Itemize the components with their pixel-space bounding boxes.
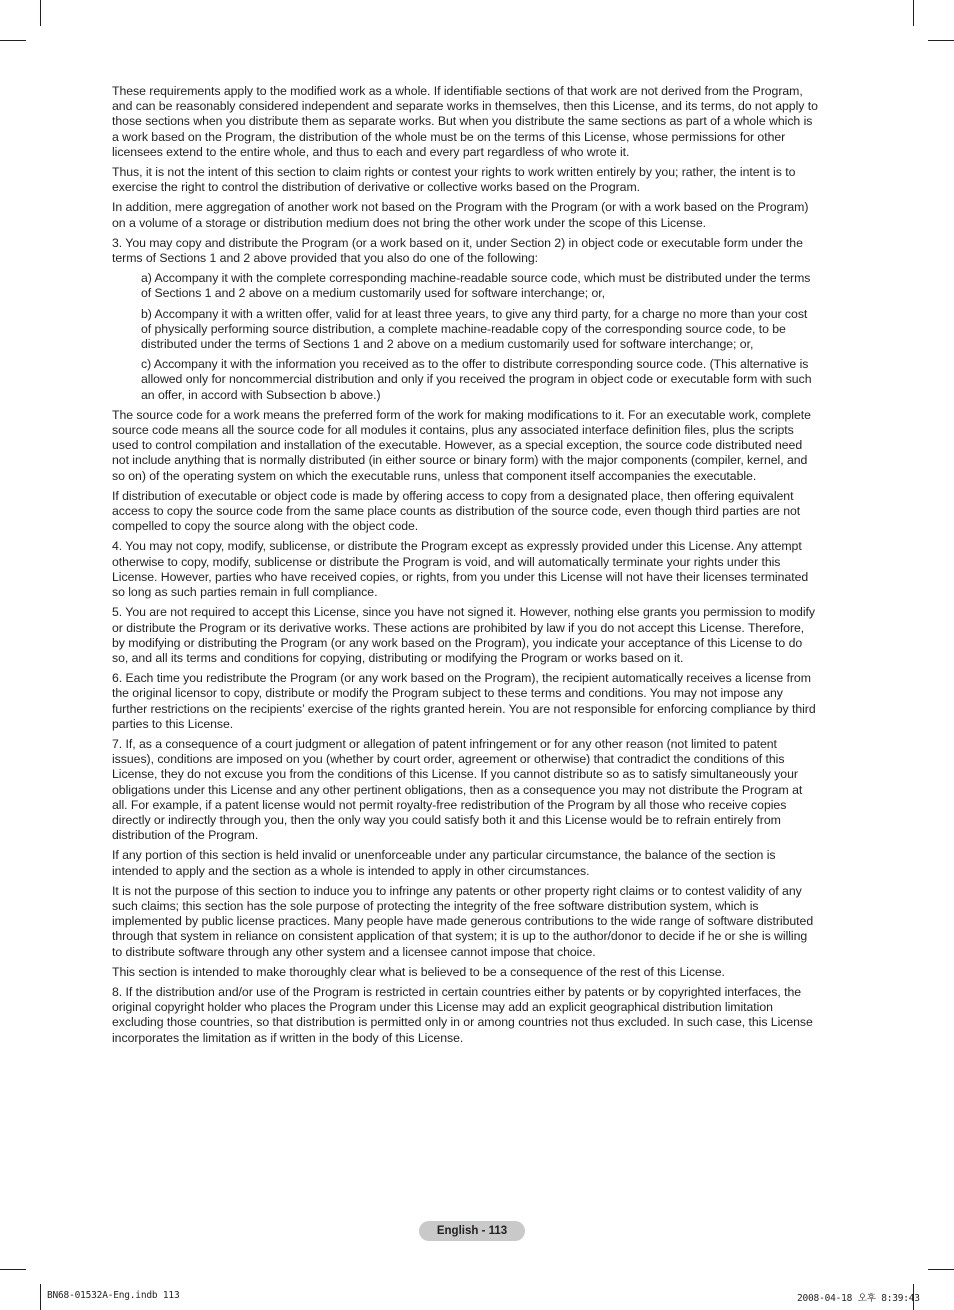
crop-mark-top-left-vertical — [40, 0, 41, 26]
license-paragraph: 5. You are not required to accept this License, since you have not signed it. However, nothing else grants you permission to modify or distribute the Program or its derivative works. These actions are prohibited by law if you do not accept this License. Therefore, by modifying or distributing the Program (or any work based on the Program), you indicate your acceptance of this License to do so, and all its terms and conditions for copying, distributing or modifying the Program or works based on it. — [112, 605, 815, 665]
crop-mark-top-right-horizontal — [928, 40, 954, 41]
crop-mark-top-left-horizontal — [0, 40, 26, 41]
license-sub-item: b) Accompany it with a written offer, valid for at least three years, to give any third party, for a charge no more than your cost of physically performing source distribution, a complete machine-readable copy of the corresponding source code, to be distributed under the terms of Sections 1 and 2 above on a medium customarily used for software interchange; or, — [141, 306, 808, 352]
license-sub-item: c) Accompany it with the information you received as to the offer to distribute corresponding source code. (This alternative is allowed only for noncommercial distribution and only if you received the program in object code or executable form with such an offer, in accord with Subsection b above.) — [141, 357, 812, 402]
license-paragraph: 8. If the distribution and/or use of the Program is restricted in certain countries either by patents or by copyrighted interfaces, the original copyright holder who places the Program under this License may add an explicit geographical distribution limitation excluding those countries, so that distribution is permitted only in or among countries not thus excluded. In such case, this License incorporates the limitation as if written in the body of this License. — [112, 984, 813, 1045]
crop-mark-top-right-vertical — [913, 0, 914, 26]
license-paragraph: If any portion of this section is held invalid or unenforceable under any particular circumstance, the balance of the section is intended to apply and the section as a whole is intended to apply in other circumstances. — [112, 848, 776, 878]
file-slug: BN68-01532A-Eng.indb 113 — [47, 1290, 180, 1301]
license-sub-item: a) Accompany it with the complete corresponding machine-readable source code, which must be distributed under the terms of Sections 1 and 2 above on a medium customarily used for software interchange; or, — [141, 271, 811, 301]
license-paragraph: In addition, mere aggregation of another work not based on the Program with the Program (or with a work based on the Program) on a volume of a storage or distribution medium does not bring the other work under the scope of this License. — [112, 200, 809, 230]
license-paragraph: 3. You may copy and distribute the Program (or a work based on it, under Section 2) in object code or executable form under the terms of Sections 1 and 2 above provided that you also do one of the following: — [112, 235, 803, 266]
license-paragraph: 7. If, as a consequence of a court judgment or allegation of patent infringement or for any other reason (not limited to patent issues), conditions are imposed on you (whether by court order, agreement or otherwise) that contradict the conditions of this License, they do not excuse you from the conditions of this License. If you cannot distribute so as to satisfy simultaneously your obligations under this License and any other pertinent obligations, then as a consequence you may not distribute the Program at all. For example, if a patent license would not permit royalty-free redistribution of the Program by all those who receive copies directly or indirectly through you, then the only way you could satisfy both it and this License would be to refrain entirely from distribution of the Program. — [112, 736, 803, 843]
license-paragraph: Thus, it is not the intent of this section to claim rights or contest your rights to work written entirely by you; rather, the intent is to exercise the right to control the distribution of derivative or collective works based on the Program. — [112, 165, 796, 195]
license-paragraph: This section is intended to make thoroughly clear what is believed to be a consequence of the rest of this License. — [112, 964, 725, 979]
license-paragraph: The source code for a work means the preferred form of the work for making modifications to it. For an executable work, complete source code means all the source code for all modules it contains, plus any associated interface definition files, plus the scripts used to control compilation and installation of the executable. However, as a special exception, the source code distributed need not include anything that is normally distributed (in either source or binary form) with the major components (compiler, kernel, and so on) of the operating system on which the executable runs, unless that component itself accompanies the executable. — [112, 407, 811, 483]
license-paragraph: It is not the purpose of this section to induce you to infringe any patents or other property right claims or to contest validity of any such claims; this section has the sole purpose of protecting the integrity of the free software distribution system, which is implemented by public license practices. Many people have made generous contributions to the wide range of software distributed through that system in reliance on consistent application of that system; it is up to the author/donor to decide if he or she is willing to distribute software through any other system and a licensee cannot impose that choice. — [112, 883, 814, 959]
license-paragraph: If distribution of executable or object code is made by offering access to copy from a designated place, then offering equivalent access to copy the source code from the same place counts as distribution of the source code, even though third parties are not compelled to copy the source along with the object code. — [112, 488, 801, 534]
crop-mark-bottom-left-vertical — [40, 1284, 41, 1310]
license-paragraph: 6. Each time you redistribute the Program (or any work based on the Program), the recipient automatically receives a license from the original licensor to copy, distribute or modify the Program subject to these terms and conditions. You may not impose any further restrictions on the recipients’ exercise of the rights granted herein. You are not responsible for enforcing compliance by third parties to this License. — [112, 671, 816, 731]
license-paragraph: 4. You may not copy, modify, sublicense, or distribute the Program except as expressly provided under this License. Any attempt otherwise to copy, modify, sublicense or distribute the Program is void, and will automatically terminate your rights under this License. However, parties who have received copies, or rights, from you under this License will not have their licenses terminated so long as such parties remain in full compliance. — [112, 539, 809, 600]
crop-mark-bottom-right-horizontal — [928, 1269, 954, 1270]
print-timestamp: 2008-04-18 오후 8:39:43 — [797, 1293, 920, 1304]
license-paragraph: These requirements apply to the modified work as a whole. If identifiable sections of that work are not derived from the Program, and can be reasonably considered independent and separate works in themselves, then this License, and its terms, do not apply to those sections when you distribute them as separate works. But when you distribute the same sections as part of a whole which is a work based on the Program, the distribution of the whole must be on the terms of this License, whose permissions for other licensees extend to the entire whole, and thus to each and every part regardless of who wrote it. — [112, 84, 818, 159]
license-text-body — [112, 84, 820, 1051]
page-number-badge: English - 113 — [419, 1221, 525, 1241]
crop-mark-bottom-left-horizontal — [0, 1269, 26, 1270]
